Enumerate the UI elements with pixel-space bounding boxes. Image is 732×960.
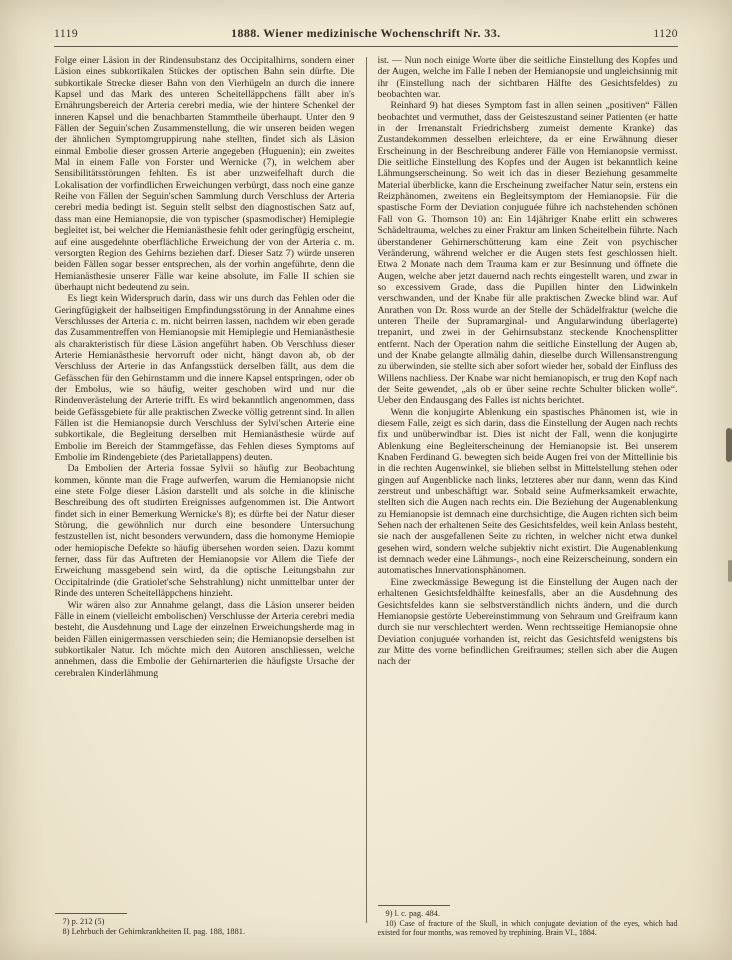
right-column (378, 55, 678, 937)
footnote-rule (378, 905, 450, 906)
left-column (55, 55, 355, 937)
paragraph: ist. — Nun noch einige Worte über die seitliche Einstellung des Kopfes und der Augen, welche im Falle I neben der Hemianopsie und ungleichsinnig mit ihr (Einstellung nach der sichtbaren Hälfte des Gesichtsfeldes) zu beobachten war. (377, 55, 678, 101)
header-rule (54, 46, 678, 47)
paragraph: Wenn die konjugirte Ablenkung ein spastisches Phänomen ist, wie in diesem Falle, zeigt es sich darin, dass die Einstellung der Augen nach rechts fix und unüberwindbar ist. Dies ist nicht der Fall, wenn die konjugirte Ablenkung eine Begleiterscheinung der Hemianopsie ist. Bei unserem Knaben Ferdinand G. bewegten sich beide Augen frei von der Mittellinie bis in die rechten Augenwinkel, sie blieben selbst in Mittelstellung stehen oder gingen auf Augenblicke nach links, letzteres aber nur dann, wenn das Kind zerstreut und unbeschäftigt war. Sobald seine Aufmerksamkeit erwachte, stellten sich die Augen nach rechts ein. Die Beziehung der Augenablenkung zu Hemianopsie ist demnach eine durchsichtige, die Augen richten sich beim Sehen nach der erhaltenen Seite des Gesichtsfeldes, weil kein Anlass besteht, sie nach der ausgefallenen Seite zu richten, in welcher nicht etwa dunkel gesehen wird, sondern welche subjektiv nicht existirt. Die Augenablenkung ist demnach weder eine Lähmungs-, noch eine Reizerscheinung, sondern ein automatisches Innervationsphänomen. (377, 406, 678, 577)
footnote: 8) Lehrbuch der Gehirnkrankheiten II. pag. 188, 1881. (62, 927, 246, 937)
page-number-right: 1120 (653, 28, 678, 40)
journal-title: 1888. Wiener medizinische Wochenschrift Nr. 33. (231, 26, 501, 40)
page-number-left: 1119 (54, 28, 79, 40)
footnote: 10) Case of fracture of the Skull, in which conjugate deviation of the eyes, which had existed for four months, was removed by trephining. Brain VI., 1884. (377, 919, 678, 937)
footnote: 7) p. 212 (5) (62, 917, 105, 927)
paragraph: Folge einer Läsion in der Rindensubstanz des Occipitalhirns, sondern einer Läsion eines subkortikalen Stückes der optischen Bahn sein dürfte. Die subkortikale Strecke dieser Bahn von den Vierhügeln an durch die innere Kapsel und das Mark des unteren Scheitelläppchens fällt aber in's Ernährungsbereich der Arteria cerebri media, wie der hintere Schenkel der inneren Kapsel und die benachbarten Stammtheile überhaupt. Unter den 9 Fällen der Seguin'schen Zusammenstellung, die wir unseren beiden wegen der ähnlichen Symptomgruppirung nahe stellten, findet sich als Läsion einmal Embolie dieser grossen Arterie angegeben (Huguenin); ein zweites Mal in einem Falle von Forster und Wernicke (7), in welchem aber Sensibilitätsstörungen fehlten. Es ist aber unzweifelhaft durch die Lokalisation der vorfindlichen Erweichungen verbürgt, dass noch eine ganze Reihe von Fällen der Seguin'schen Sammlung durch Verschluss der Arteria cerebri media bedingt ist. Seguin stellt selbst den diagnostischen Satz auf, dass man eine Hemianopsie, die von typischer (spasmodischer) Hemiplegie begleitet ist, bei welcher die Hemianästhesie fehlt oder geringfügig erscheint, auf eine ausgedehnte oberflächliche Erweichung der von der Arteria c. m. versorgten Region des Gehirns beziehen darf. Dieser Satz 7) würde unseren beiden Fällen sogar besser entsprechen, als der vorhin angeführte, denn die Hemianästhesie unserer Fälle war keine absolute, im Falle II schien sie überhaupt nicht bedeutend zu sein. (54, 55, 355, 293)
paragraph: Wir wären also zur Annahme gelangt, dass die Läsion unserer beiden Fälle in einem (vielleicht embolischen) Verschlusse der Arteria cerebri media besteht, die Ausdehnung und Lage der einzelnen Erweichungsherde mag in beiden Fällen einigermassen verschieden sein; die Hemianopsie derselben ist subkortikaler Natur. Ich möchte mich den Autoren anschliessen, welche annehmen, dass die Embolie der Gehirnarterien die häufigste Ursache der cerebralen Kinderlähmung (54, 599, 355, 679)
footnote-rule (55, 913, 127, 914)
paragraph: Eine zweckmässige Bewegung ist die Einstellung der Augen nach der erhaltenen Gesichtsfeldhälfte keinesfalls, aber an die Ausdehnung des Gesichtsfeldes kann sie selbstverständlich nichts ändern, und die durch Hemianopsie gestörte Uebereinstimmung von Sehraum und Greifraum kann durch sie nur verschlechtert werden. Wenn rechtsseitige Hemianopsie ohne Deviation conjuguée vorhanden ist, reicht das Gesichtsfeld wenigstens bis zur Mitte des vorne befindlichen Greifraumes; stellen sich aber die Augen nach der (377, 576, 678, 668)
text-columns (0, 55, 732, 937)
footnote: 9) l. c. pag. 484. (385, 909, 440, 919)
scan-artifact (726, 428, 732, 462)
paragraph: Es liegt kein Widerspruch darin, dass wir uns durch das Fehlen oder die Geringfügigkeit der halbseitigen Empfindungsstörung in der Annahme eines Verschlusses der Arteria c. m. nicht beirren lassen, nachdem wir eben gerade das Zusammentreffen von Hemianopsie mit Hemiplegie und Hemianästhesie als charakteristisch für diese Läsion angeführt haben. Ob Verschluss dieser Arterie Hemianästhesie hervorruft oder nicht, hängt davon ab, ob der Verschluss der Arterie in das Anfangsstück derselben fällt, aus dem die Gefässchen für den Gehirnstamm und die innere Kapsel entspringen, oder ob der Embolus, wie so häufig, weiter geschoben wird und nur die Rindenverästelung der Arterie trifft. Es wird bekanntlich angenommen, dass beide Gefässgebiete für alle praktischen Zwecke völlig getrennt sind. In allen Fällen ist die Hemianopsie durch Verschluss der Sylvi'schen Arterie eine subkortikale, die Begleitung derselben mit Hemianästhesie würde auf Embolie im Bereich der Stammgefässe, das Fehlen dieses Symptoms auf Embolie im Rindengebiete (des Parietallappens) deuten. (54, 293, 355, 464)
column-divider (366, 57, 367, 923)
right-footnotes (378, 901, 678, 937)
left-footnotes (55, 909, 355, 937)
scan-artifact (728, 560, 732, 582)
paragraph: Reinhard 9) hat dieses Symptom fast in allen seinen „positiven“ Fällen beobachtet und vermuthet, dass der Geisteszustand seiner Patienten (er hatte in der Irrenanstalt Friedrichsberg zumeist demente Kranke) das Zustandekommen desselben erleichtere, da er eine Erwähnung dieser Erscheinung in der Beschreibung anderer Fälle von Hemianopsie vermisst. Die seitliche Einstellung des Kopfes und der Augen ist bekanntlich keine Lähmungserscheinung. So weit ich das in dieser Beziehung gesammelte Material überblicke, kann die Erscheinung zweifacher Natur sein, erstens ein Reizphänomen, zweitens ein Begleitsymptom der Hemianopsie. Für die spastische Form der Deviation conjuguée führe ich nachstehenden schönen Fall von G. Thomson 10) an: Ein 14jähriger Knabe erlitt ein schweres Schädeltrauma, welches zu einer Fraktur am linken Scheitelbein führte. Nach überstandener Gehirnerschütterung kam eine Zeit von psychischer Veränderung, während welcher er die Augen stets fest geschlossen hielt. Etwa 2 Monate nach dem Trauma kam er zur Besinnung und öffnete die Augen, welche aber jetzt dauernd nach rechts eingestellt waren, und zwar in so excessivem Grade, dass die Pupillen hinter den Lidwinkeln verschwanden, und der Knabe für alle praktischen Zwecke blind war. Auf Anrathen von Dr. Ross wurde an der Stelle der Schädelfraktur (welche die unteren Theile der Supramarginal- und Angularwindung überlagerte) trepanirt, und zwei in der Gehirnsubstanz steckende Knochensplitter entfernt. Nach der Operation nahm die seitliche Einstellung der Augen ab, und der Knabe gelangte allmälig dahin, dieselbe durch Willensanstrengung zu überwinden, sie stellte sich aber sofort wieder her, sobald der Einfluss des Willens nachliess. Der Knabe war nicht hemianopisch, er trug den Kopf nach der Seite gewendet, „als ob er über seine rechte Schulter blicken wolle“. Ueber den Endausgang des Falles ist nichts berichtet. (377, 100, 678, 407)
page-header (0, 0, 732, 41)
paragraph: Da Embolien der Arteria fossae Sylvii so häufig zur Beobachtung kommen, könnte man die Frage aufwerfen, warum die Hemianopsie nicht eine stete Folge dieser Läsion darstellt und als solche in die klinische Beschreibung des oft studirten Ereignisses aufgenommen ist. Die Antwort findet sich in einer Bemerkung Wernicke's 8); es dürfte bei der Natur dieser Störung, die gewöhnlich nur durch eine besondere Untersuchung festzustellen ist, nicht besonders verwundern, dass die homonyme Hemiopie oder hemiopische Defekte so häufig übersehen worden seien. Dazu kommt ferner, dass für das Auftreten der Hemianopsie vor Allem die Tiefe der Erweichung massgebend sein wird, da die optische Leitungsbahn zur Occipitalrinde (die Gratiolet'sche Sehstrahlung) nicht unmittelbar unter der Rinde des unteren Scheitelläppchens hinzieht. (54, 463, 355, 600)
